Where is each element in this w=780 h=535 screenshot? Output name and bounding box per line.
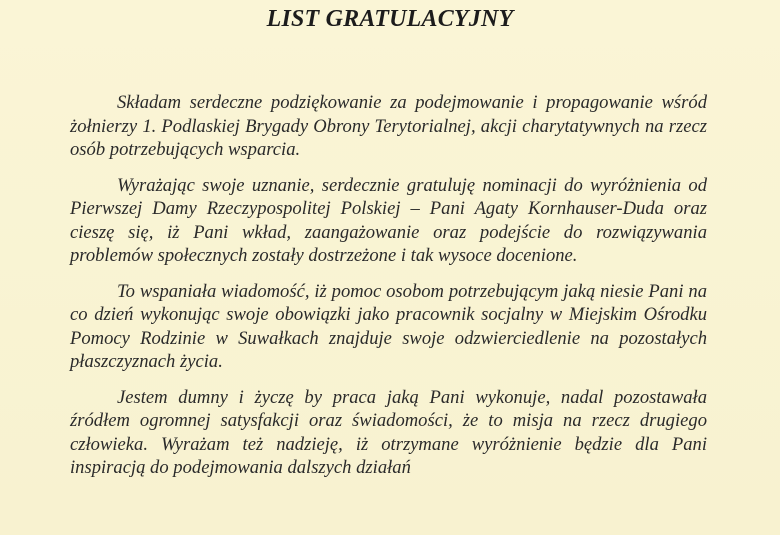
paragraph-4: Jestem dumny i życzę by praca jaką Pani wykonuje, nadal pozostawała źródłem ogromnej satysfakcji oraz świadomości, że to misja na rzecz drugiego człowieka. Wyrażam też nadzieję, iż otrzymane wyróżnienie będzie dla Pani inspiracją do podejmowania dalszych działań — [70, 386, 707, 478]
letter-title: LIST GRATULACYJNY — [266, 6, 514, 32]
paragraph-2: Wyrażając swoje uznanie, serdecznie gratuluję nominacji do wyróżnienia od Pierwszej Damy Rzeczypospolitej Polskiej – Pani Agaty Kornhauser-Duda oraz cieszę się, iż Pani wkład, zaangażowanie oraz podejście do rozwiązywania problemów społecznych zostały dostrzeżone i tak wysoce docenione. — [70, 174, 707, 266]
letter-body — [70, 91, 707, 492]
paragraph-3: To wspaniała wiadomość, iż pomoc osobom potrzebującym jaką niesie Pani na co dzień wykonując swoje obowiązki jako pracownik socjalny w Miejskim Ośrodku Pomocy Rodzinie w Suwałkach znajduje swoje odzwierciedlenie na pozostałych płaszczyznach życia. — [70, 280, 707, 372]
paragraph-1: Składam serdeczne podziękowanie za podejmowanie i propagowanie wśród żołnierzy 1. Podlaskiej Brygady Obrony Terytorialnej, akcji charytatywnych na rzecz osób potrzebujących wsparcia. — [70, 92, 707, 160]
